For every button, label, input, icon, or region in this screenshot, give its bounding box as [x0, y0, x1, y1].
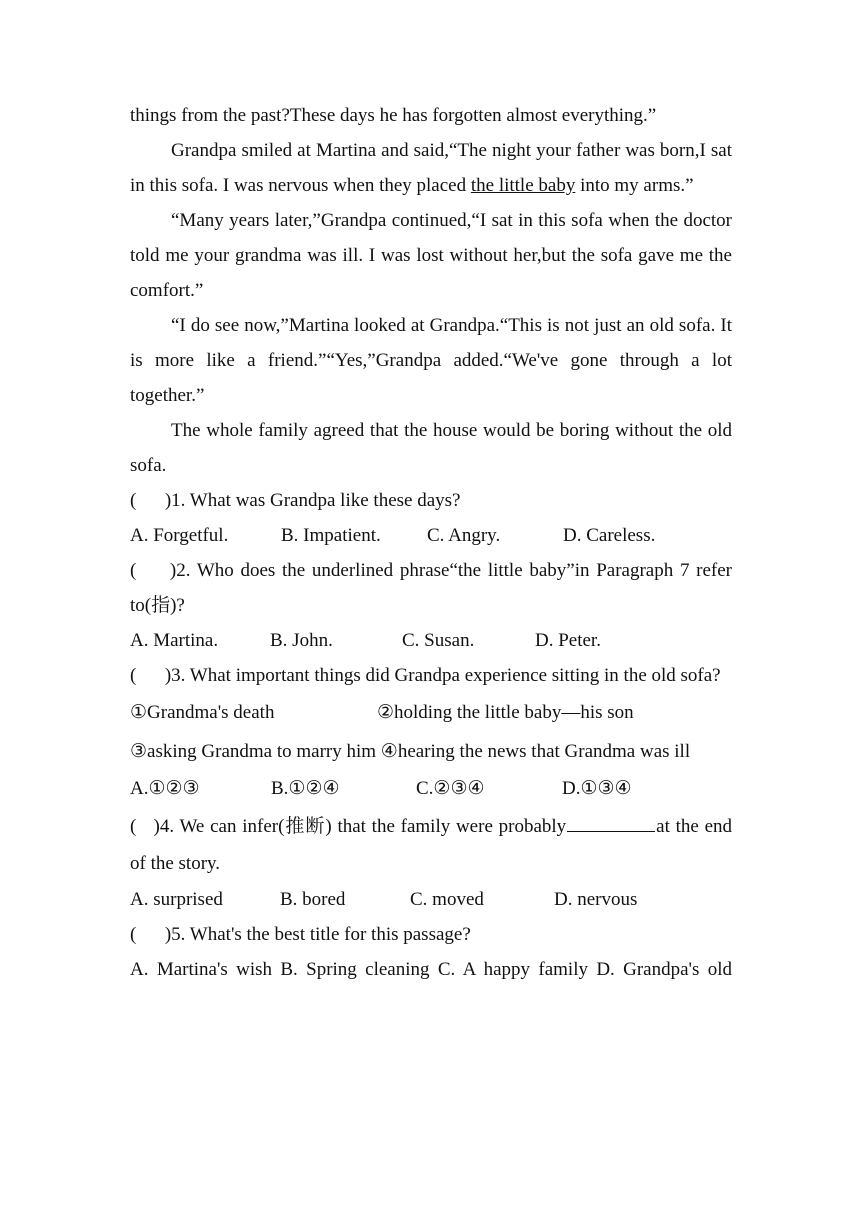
option-b: B. John. [270, 630, 333, 651]
question-1-options [130, 518, 732, 553]
option-a: A. surprised [130, 889, 223, 910]
paragraph-text: into my arms.” [575, 175, 694, 196]
question-3-options [130, 770, 732, 808]
option-d: D.①③④ [562, 778, 632, 799]
document-body [130, 98, 737, 987]
question-3: ( )3. What important things did Grandpa experience sitting in the old sofa? [130, 665, 721, 686]
option-c: C. Susan. [402, 630, 475, 651]
option-c: C.②③④ [416, 778, 485, 799]
question-3-items [130, 693, 732, 733]
question-3-items-continued: ③asking Grandma to marry him ④hearing the news that Grandma was ill [130, 741, 691, 762]
passage-line: things from the past?These days he has forgotten almost everything.” [130, 105, 657, 126]
option-a: A. Martina. [130, 630, 219, 651]
underlined-phrase: the little baby [470, 175, 576, 196]
answer-blank [567, 812, 655, 832]
passage-paragraph: “Many years later,”Grandpa continued,“I sat in this sofa when the doctor told me your grandma was ill. I was lost without her,but the sofa gave me the comfort.” [130, 210, 732, 301]
passage-paragraph: The whole family agreed that the house would be boring without the old sofa. [130, 420, 732, 476]
item-2: ②holding the little baby—his son [377, 702, 634, 723]
item-1: ①Grandma's death [130, 702, 275, 723]
option-d: D. Peter. [535, 630, 601, 651]
question-2-options [130, 623, 732, 658]
option-a: A.①②③ [130, 778, 200, 799]
question-2: ( )2. Who does the underlined phrase“the little baby”in Paragraph 7 refer to(指)? [130, 560, 737, 616]
passage-paragraph [130, 133, 732, 203]
question-5: ( )5. What's the best title for this passage? [130, 924, 471, 945]
option-b: B. bored [280, 889, 346, 910]
option-c: C. Angry. [427, 525, 501, 546]
option-c: C. moved [410, 889, 484, 910]
option-b: B. Impatient. [281, 525, 381, 546]
option-b: B.①②④ [271, 778, 340, 799]
option-d: D. nervous [554, 889, 638, 910]
option-a: A. Forgetful. [130, 525, 229, 546]
question-4 [130, 808, 732, 882]
paragraph-text: Grandpa smiled at Martina and said,“The night your father was born,I sat in this sofa. I was nervous when they placed [130, 140, 732, 196]
question-4-text: ( )4. We can infer(推断) that the family were probably [130, 816, 567, 837]
question-1: ( )1. What was Grandpa like these days? [130, 490, 461, 511]
question-4-text-end: at the end of the story. [130, 816, 733, 874]
option-d: D. Careless. [563, 525, 656, 546]
passage-paragraph: “I do see now,”Martina looked at Grandpa.“This is not just an old sofa. It is more like a friend.”“Yes,”Grandpa added.“We've gone through a lot together.” [130, 315, 732, 406]
question-4-options [130, 882, 732, 917]
question-5-options: A. Martina's wish B. Spring cleaning C. A happy family D. Grandpa's old [130, 959, 732, 980]
